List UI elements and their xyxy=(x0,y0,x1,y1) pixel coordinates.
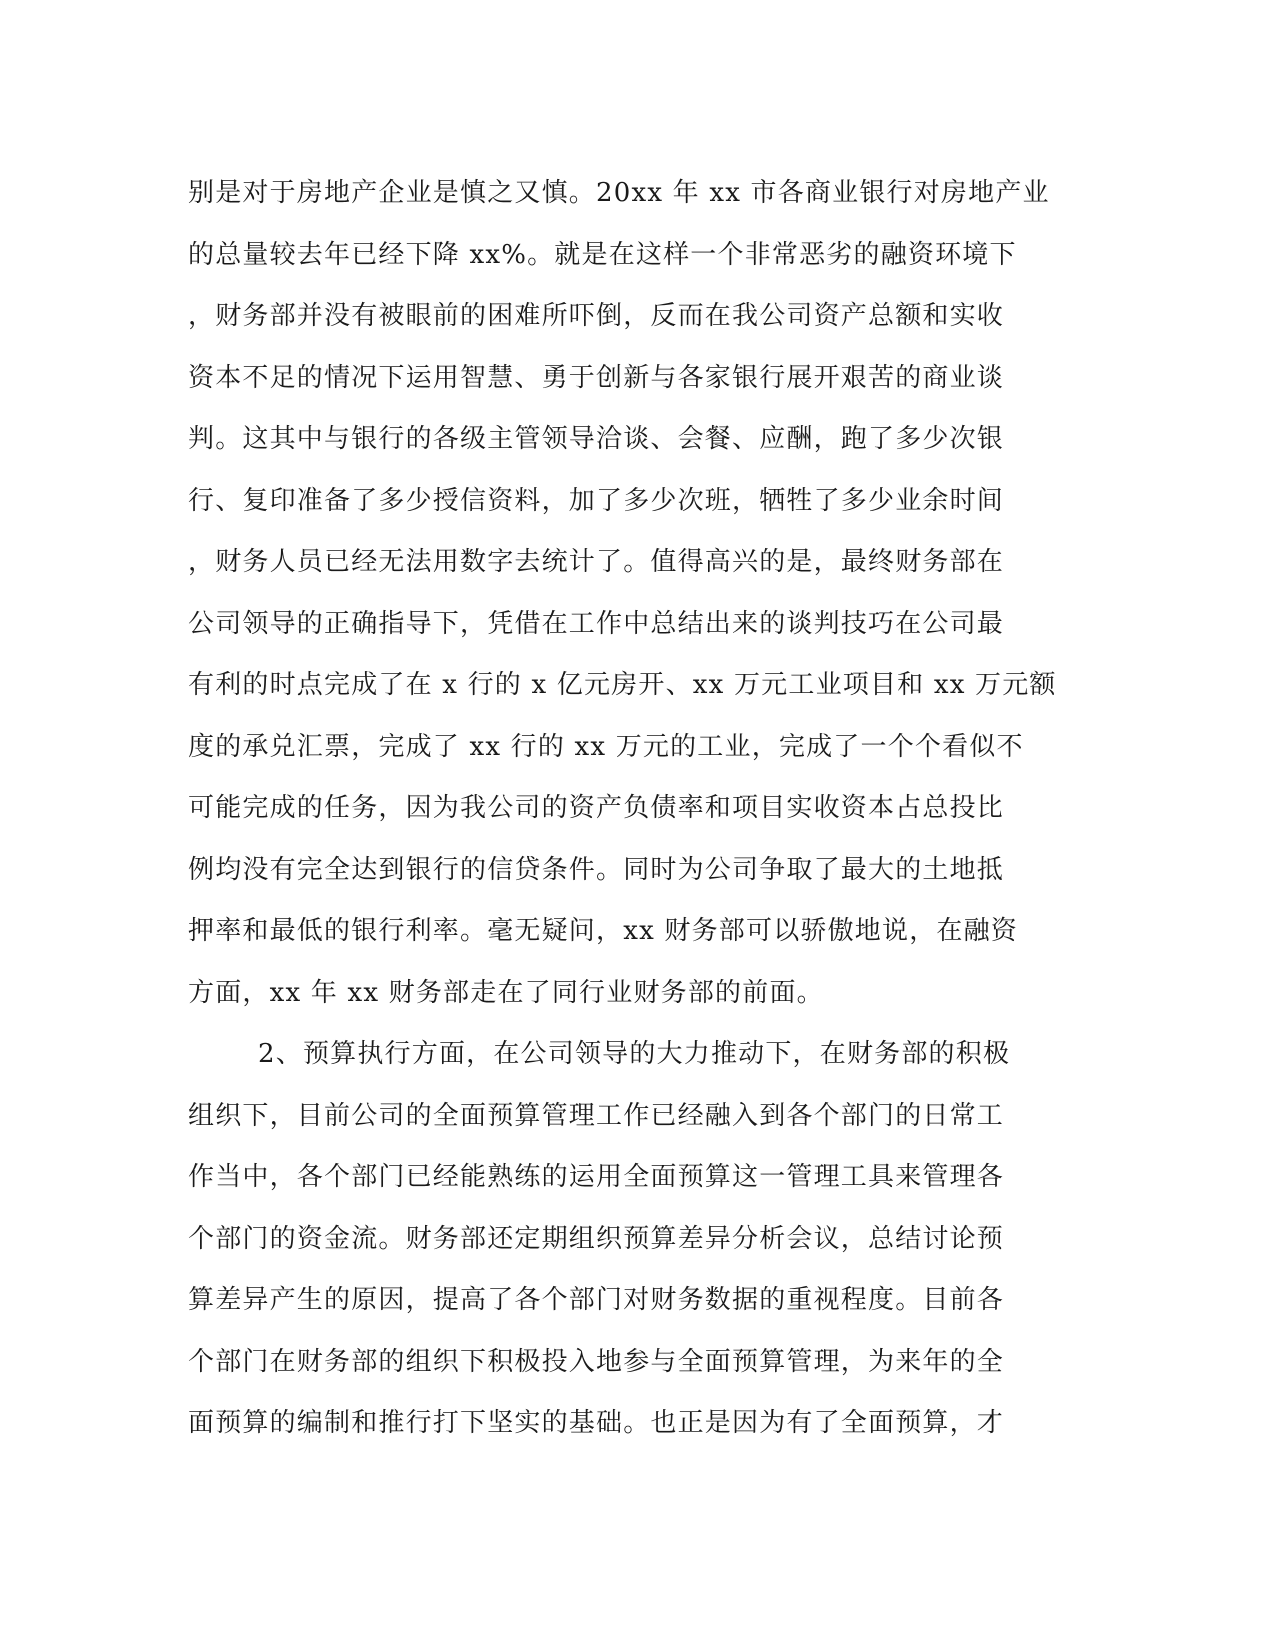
text-line: 公司领导的正确指导下，凭借在工作中总结出来的谈判技巧在公司最 xyxy=(188,608,1005,639)
paragraph-financing xyxy=(188,163,1088,1024)
text-line: 个部门的资金流。财务部还定期组织预算差异分析会议，总结讨论预 xyxy=(188,1223,1005,1254)
text-line: 算差异产生的原因，提高了各个部门对财务数据的重视程度。目前各 xyxy=(188,1285,1005,1315)
text-line: 行、复印准备了多少授信资料，加了多少次班，牺牲了多少业余时间 xyxy=(188,485,1005,516)
text-line: 别是对于房地产企业是慎之又慎。20xx 年 xx 市各商业银行对房地产业 xyxy=(188,178,1050,208)
text-line: 可能完成的任务，因为我公司的资产负债率和项目实收资本占总投比 xyxy=(188,793,1005,823)
text-line: 个部门在财务部的组织下积极投入地参与全面预算管理，为来年的全 xyxy=(188,1346,1005,1377)
text-line: 例均没有完全达到银行的信贷条件。同时为公司争取了最大的土地抵 xyxy=(188,854,1005,885)
text-line: ，财务部并没有被眼前的困难所吓倒，反而在我公司资产总额和实收 xyxy=(188,301,1005,331)
document-body xyxy=(188,163,1088,1455)
paragraph-budget-execution xyxy=(188,1024,1088,1455)
text-line: 方面，xx 年 xx 财务部走在了同行业财务部的前面。 xyxy=(188,977,824,1008)
text-line: 的总量较去年已经下降 xx%。就是在这样一个非常恶劣的融资环境下 xyxy=(188,239,1017,270)
text-line: ，财务人员已经无法用数字去统计了。值得高兴的是，最终财务部在 xyxy=(188,547,1005,577)
text-line: 面预算的编制和推行打下坚实的基础。也正是因为有了全面预算，才 xyxy=(188,1408,1005,1438)
text-line: 作当中，各个部门已经能熟练的运用全面预算这一管理工具来管理各 xyxy=(188,1162,1005,1192)
text-line: 判。这其中与银行的各级主管领导洽谈、会餐、应酬，跑了多少次银 xyxy=(188,424,1005,454)
text-line: 2、预算执行方面，在公司领导的大力推动下，在财务部的积极 xyxy=(258,1039,1011,1069)
text-line: 资本不足的情况下运用智慧、勇于创新与各家银行展开艰苦的商业谈 xyxy=(188,362,1005,393)
text-line: 度的承兑汇票，完成了 xx 行的 xx 万元的工业，完成了一个个看似不 xyxy=(188,731,1024,762)
text-line: 押率和最低的银行利率。毫无疑问，xx 财务部可以骄傲地说，在融资 xyxy=(188,916,1018,946)
text-line: 有利的时点完成了在 x 行的 x 亿元房开、xx 万元工业项目和 xx 万元额 xyxy=(188,670,1057,700)
text-line: 组织下，目前公司的全面预算管理工作已经融入到各个部门的日常工 xyxy=(188,1100,1005,1131)
